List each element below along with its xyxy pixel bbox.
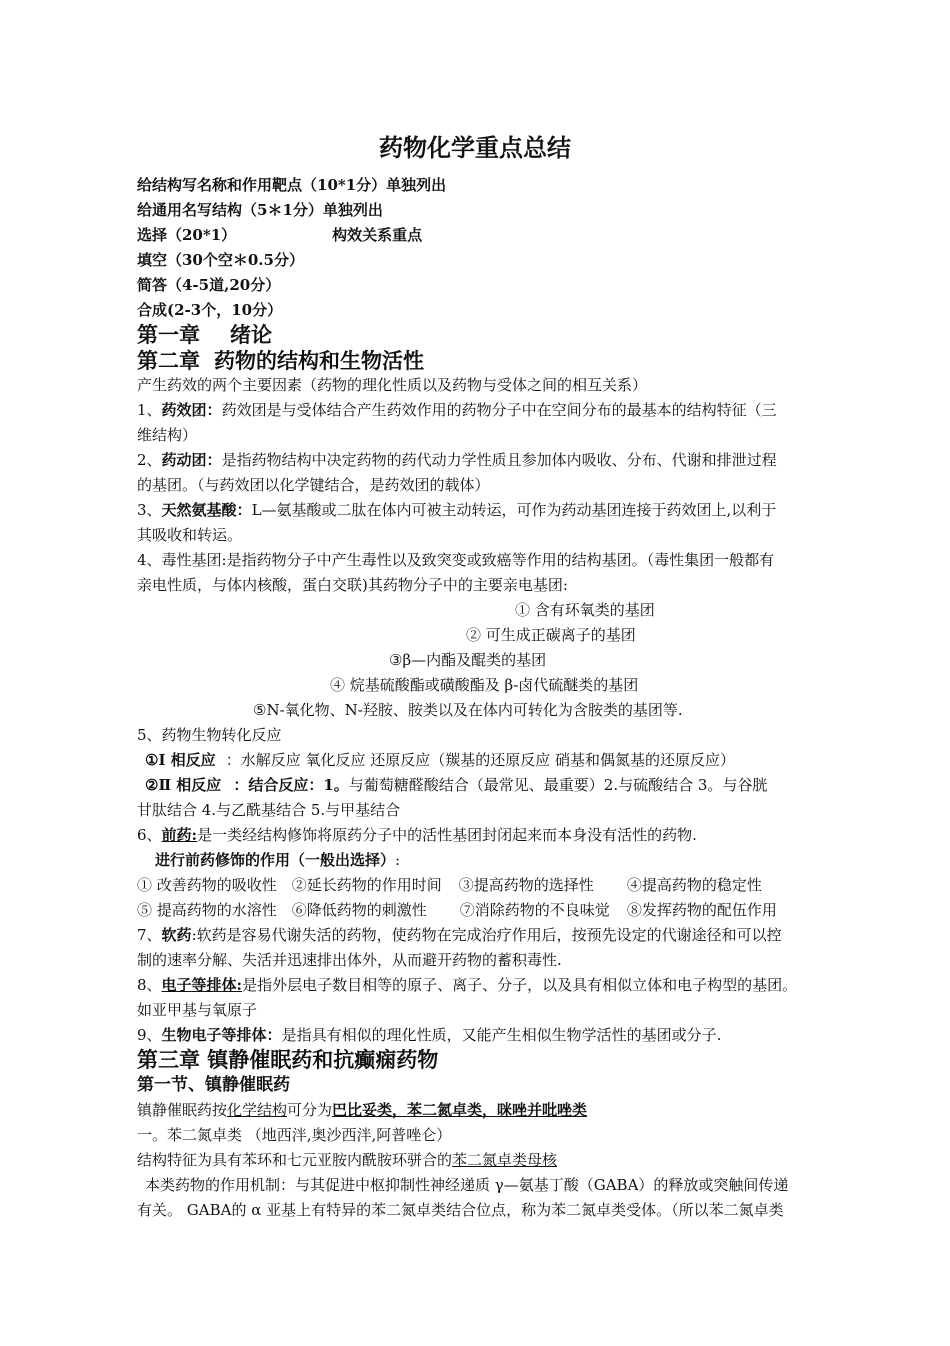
- chapter-2-heading: [137, 348, 424, 374]
- term-prodrug: 前药:: [161, 826, 198, 844]
- ch2-intro: 产生药效的两个主要因素（药物的理化性质以及药物与受体之间的相互关系）: [137, 376, 648, 394]
- toxic-group-3: ③β—内酯及醌类的基团: [389, 651, 547, 669]
- ch2-item-6: [137, 825, 697, 845]
- ch2-item-5: 5、药物生物转化反应: [137, 726, 282, 744]
- ch2-item-2: [137, 450, 777, 470]
- chapter-1-name: 绪论: [230, 323, 272, 347]
- chapter-1-number: 第一章: [137, 323, 200, 347]
- ch3-structure-feature: [137, 1150, 557, 1170]
- item-text: :软药是容易代谢失活的药物，使药物在完成治疗作用后，按预先设定的代谢途径和可以控: [191, 926, 782, 944]
- prodrug-effect: ②延长药物的作用时间: [291, 876, 442, 894]
- phase-1-text: ：水解反应 氧化反应 还原反应（羰基的还原反应 硝基和偶氮基的还原反应）: [225, 751, 735, 769]
- exam-choice: 选择（20*1）: [137, 226, 237, 244]
- item-number: 8、: [137, 976, 162, 994]
- separator: ：: [233, 776, 249, 794]
- exam-line-choice: [137, 225, 422, 245]
- term-isostere: 电子等排体:: [161, 976, 243, 994]
- term-bioisostere: 生物电子等排体：: [161, 1026, 282, 1044]
- drug-classes: 巴比妥类，苯二氮卓类，咪唑并吡唑类: [332, 1101, 588, 1119]
- toxic-group-5: ⑤N-氧化物、N-羟胺、胺类以及在体内可转化为含胺类的基团等.: [253, 701, 683, 719]
- prodrug-effect: ⑤ 提高药物的水溶性: [137, 901, 277, 919]
- exam-line-short-answer: 简答（4-5道,20分）: [137, 276, 281, 294]
- toxic-group-2: ② 可生成正碳离子的基团: [466, 626, 636, 644]
- item-text: L—氨基酸或二肽在体内可被主动转运，可作为药动基团连接于药效团上,以利于: [251, 501, 777, 519]
- ch2-item-9: [137, 1025, 721, 1045]
- ch2-item-3-cont: 其吸收和转运。: [137, 526, 243, 544]
- item-number: 7、: [137, 926, 162, 944]
- text: 可分为: [287, 1101, 333, 1119]
- underlined-text: 苯二氮卓类母核: [452, 1151, 558, 1169]
- prodrug-effect: ⑥降低药物的刺激性: [291, 901, 427, 919]
- ch2-item-8: [137, 975, 797, 995]
- phase-2-reaction: [145, 775, 767, 795]
- underlined-text: 化学结构: [227, 1101, 288, 1119]
- exam-line-name-structure: 给通用名写结构（5＊1分）单独列出: [137, 201, 383, 219]
- prodrug-effect: ④提高药物的稳定性: [626, 876, 762, 894]
- ch2-item-1: [137, 400, 777, 420]
- item-number: 6、: [137, 826, 162, 844]
- item-text: 药效团是与受体结合产生药效作用的药物分子中在空间分布的最基本的结构特征（三: [221, 401, 777, 419]
- phase-1-reaction: [145, 750, 735, 770]
- ch3-mechanism: 本类药物的作用机制：与其促进中枢抑制性神经递质 γ—氨基丁酸（GABA）的释放或突触间传递: [145, 1176, 789, 1194]
- item-text: 是指具有相似的理化性质，又能产生相似生物学活性的基团或分子.: [281, 1026, 722, 1044]
- ch2-item-3: [137, 500, 776, 520]
- chapter-1-heading: [137, 322, 272, 348]
- chapter-3-section-1: 第一节、镇静催眠药: [137, 1075, 290, 1095]
- phase-2-cont: 甘肽结合 4.与乙酰基结合 5.与甲基结合: [137, 801, 401, 819]
- term-conjugation: 结合反应：1。: [248, 776, 349, 794]
- term-pharmacokinetophore: 药动团：: [161, 451, 222, 469]
- term-soft-drug: 软药: [161, 926, 192, 944]
- item-text: 是一类经结构修饰将原药分子中的活性基团封闭起来而本身没有活性的药物.: [197, 826, 697, 844]
- prodrug-effect: ⑦消除药物的不良味觉: [459, 901, 610, 919]
- ch2-item-1-cont: 维结构）: [137, 426, 198, 444]
- text: 结构特征为具有苯环和七元亚胺内酰胺环骈合的: [137, 1151, 453, 1169]
- item-number: 1、: [137, 401, 162, 419]
- prodrug-subheading-text: 进行前药修饰的作用（一般出选择）: [155, 851, 396, 869]
- item-text: 是指外层电子数目相等的原子、离子、分子，以及具有相似立体和电子构型的基团。: [242, 976, 798, 994]
- chapter-2-name: 药物的结构和生物活性: [214, 349, 424, 373]
- document-title: 药物化学重点总结: [379, 134, 571, 162]
- prodrug-effect: ③提高药物的选择性: [458, 876, 594, 894]
- prodrug-subheading: [155, 850, 400, 870]
- prodrug-effect: ⑧发挥药物的配伍作用: [626, 901, 777, 919]
- exam-line-structure-name: 给结构写名称和作用靶点（10*1分）单独列出: [137, 176, 447, 194]
- ch2-item-7: [137, 925, 782, 945]
- term-pharmacophore: 药效团：: [161, 401, 222, 419]
- exam-line-synthesis: 合成(2-3个，10分）: [137, 301, 283, 319]
- ch3-classification: [137, 1100, 587, 1120]
- exam-line-fill: 填空（30个空＊0.5分）: [137, 251, 304, 269]
- colon: :: [395, 851, 401, 869]
- text: 镇静催眠药按: [137, 1101, 228, 1119]
- prodrug-effects-row-2: [137, 900, 777, 920]
- item-number: 2、: [137, 451, 162, 469]
- phase-2-text: 与葡萄糖醛酸结合（最常见、最重要）2.与硫酸结合 3。与谷胱: [348, 776, 768, 794]
- toxic-group-1: ① 含有环氧类的基团: [515, 601, 655, 619]
- item-number: 9、: [137, 1026, 162, 1044]
- prodrug-effects-row-1: [137, 875, 762, 895]
- toxic-group-4: ④ 烷基硫酸酯或磺酸酯及 β-卤代硫醚类的基团: [330, 676, 639, 694]
- chapter-3-heading: 第三章 镇静催眠药和抗癫痫药物: [137, 1048, 439, 1072]
- term-phase-1: ①Ⅰ 相反应: [145, 751, 216, 769]
- term-amino-acid: 天然氨基酸：: [161, 501, 252, 519]
- ch2-item-4-cont: 亲电性质，与体内核酸，蛋白交联)其药物分子中的主要亲电基团:: [137, 576, 568, 594]
- exam-sar: 构效关系重点: [332, 226, 423, 244]
- ch3-benzodiazepines: 一。苯二氮卓类 （地西泮,奥沙西泮,阿普唑仑）: [137, 1126, 452, 1144]
- ch2-item-7-cont: 制的速率分解、失活并迅速排出体外，从而避开药物的蓄积毒性.: [137, 951, 562, 969]
- chapter-2-number: 第二章: [137, 349, 200, 373]
- ch2-item-2-cont: 的基团。（与药效团以化学键结合，是药效团的载体）: [137, 476, 490, 494]
- prodrug-effect: ① 改善药物的吸收性: [137, 876, 277, 894]
- ch2-item-8-cont: 如亚甲基与氧原子: [137, 1001, 258, 1019]
- ch3-mechanism-cont: 有关。 GABA的 α 亚基上有特异的苯二氮卓类结合位点，称为苯二氮卓类受体。（所以苯二氮卓类: [137, 1201, 784, 1219]
- ch2-item-4: 4、毒性基团:是指药物分子中产生毒性以及致突变或致癌等作用的结构基团。（毒性集团一般都有: [137, 551, 775, 569]
- item-number: 3、: [137, 501, 162, 519]
- item-text: 是指药物结构中决定药物的药代动力学性质且参加体内吸收、分布、代谢和排泄过程: [221, 451, 777, 469]
- term-phase-2: ②Ⅱ 相反应: [145, 776, 222, 794]
